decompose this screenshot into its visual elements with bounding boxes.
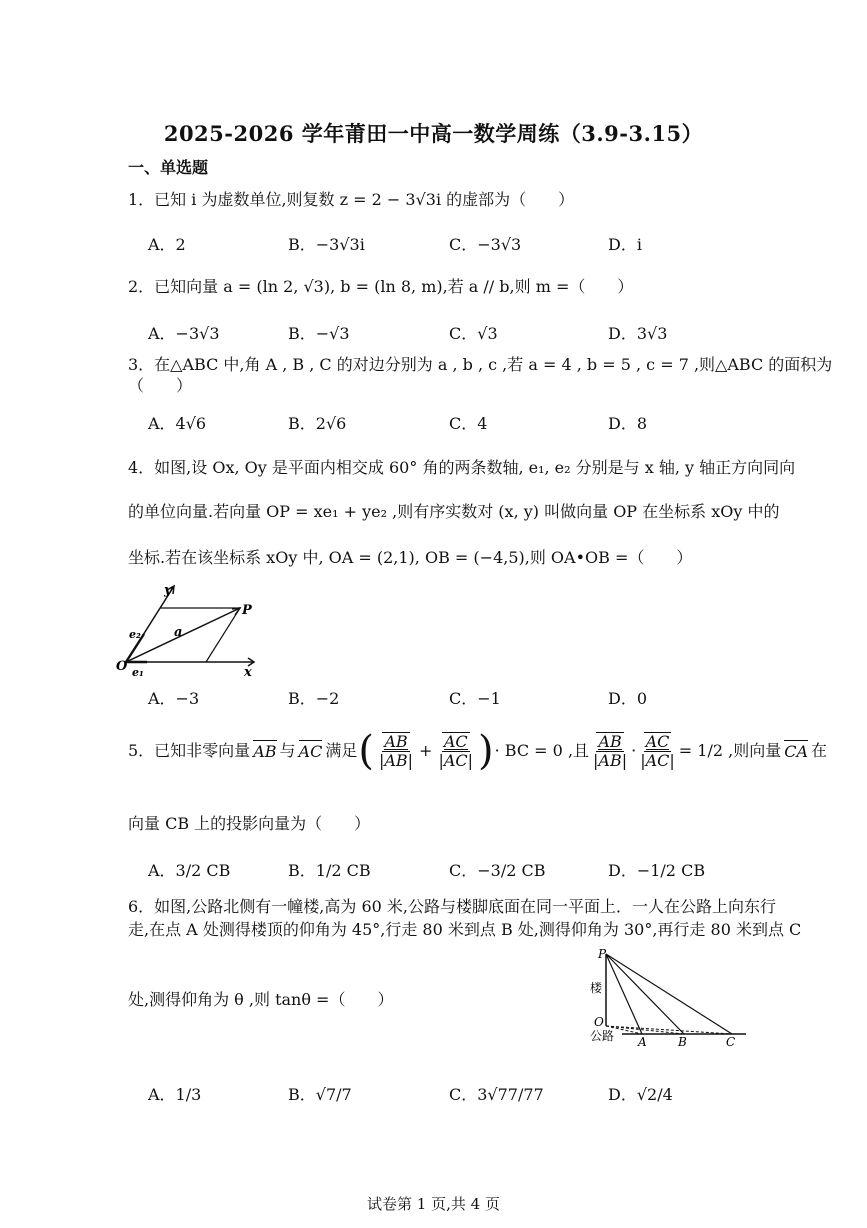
question-4-line-2: 的单位向量.若向量 OP = xe₁ + ye₂ ,则有序实数对 (x, y) 叫做向量 OP 在坐标系 xOy 中的 [128,502,780,521]
building-elevation-figure [586,944,756,1048]
q5-and: 与 [279,740,296,760]
q5-frac-ab-2: $\frac{AB}{|AB|}$ [593,732,628,770]
q1-option-a: A．2 [148,235,186,254]
q4-option-a: A．−3 [148,689,200,708]
line-oc [606,1026,732,1034]
q5-option-d: D．−1/2 CB [608,861,706,880]
label-y: y [164,583,172,598]
q3-option-a: A．4√6 [148,414,207,433]
q5-vector-ca: CA [784,741,809,761]
q5-option-c: C．−3/2 CB [449,861,546,880]
q5-vector-ac: AC [298,741,323,761]
label-road: 公路 [590,1029,615,1043]
label-o-foot: O [594,1015,604,1029]
q4-option-c: C．−1 [449,689,501,708]
q1-option-c: C．−3√3 [449,235,522,254]
page-title: 2025-2026 学年莆田一中高一数学周练（3.9-3.15） [163,121,704,146]
q5-frac-ab: $\frac{AB}{|AB|}$ [378,732,414,770]
label-building: 楼 [590,981,603,995]
label-point-a: A [638,1035,647,1048]
q5-right-paren: ) [478,727,494,774]
line-pb [606,954,684,1034]
q2-option-b: B．−√3 [288,324,350,343]
q6-option-c: C．3√77/77 [449,1085,544,1104]
question-3-bracket: （ ） [128,376,193,395]
q3-option-c: C．4 [449,414,488,433]
q5-eq2: = 1/2 ,则向量 [678,740,782,760]
question-2-text: 2．已知向量 a = (ln 2, √3), b = (ln 8, m),若 a // b,则 m =（ ） [128,277,634,296]
label-e2: e₂ [129,628,141,641]
oblique-coordinate-figure [114,580,264,680]
question-4-line-3: 坐标.若在该坐标系 xOy 中, OA = (2,1), OB = (−4,5),则 OA•OB =（ ） [128,548,693,567]
q5-frac-ac: $\frac{AC}{|AC|}$ [438,732,474,770]
label-a: a [174,625,183,640]
q3-option-b: B．2√6 [288,414,347,433]
question-5-line-2: 向量 CB 上的投影向量为（ ） [128,814,371,833]
question-3-text: 3．在△ABC 中,角 A , B , C 的对边分别为 a , b , c ,若 a = 4 , b = 5 , c = 7 ,则△ABC 的面积为 [128,355,833,374]
q5-frac-ac-2: $\frac{AC}{|AC|}$ [640,732,675,770]
label-x: x [244,665,252,680]
q5-eq1: · BC = 0 ,且 [494,740,590,760]
question-1-text: 1．已知 i 为虚数单位,则复数 z = 2 − 3√3i 的虚部为（ ） [128,190,575,209]
q5-at: 在 [811,740,828,760]
q3-option-d: D．8 [608,414,648,433]
q1-option-b: B．−3√3i [288,235,365,254]
question-6-line-1: 6．如图,公路北侧有一幢楼,高为 60 米,公路与楼脚底面在同一平面上．一人在公路上向东行 [128,897,776,916]
label-o: O [116,659,128,674]
q5-left-paren: ( [358,727,374,774]
q6-option-a: A．1/3 [148,1085,202,1104]
q5-option-b: B．1/2 CB [288,861,371,880]
q6-option-b: B．√7/7 [288,1085,352,1104]
question-6-line-2: 走,在点 A 处测得楼顶的仰角为 45°,行走 80 米到点 B 处,测得仰角为 30°,再行走 80 米到点 C [128,920,802,939]
line-pc [606,954,732,1034]
q4-option-b: B．−2 [288,689,340,708]
page-footer: 试卷第 1 页,共 4 页 [367,1195,500,1213]
question-5-line-1: 5．已知非零向量 AB 与 AC 满足 ( $\frac{AB}{|AB|}$ + $\frac{AC}{|AC|}$ ) · BC = 0 ,且 $\frac{AB}{|AB|}$ · $\frac{AC}{|AC|}$ = 1/2 ,则向量 CA 在 [128,727,828,774]
section-heading: 一、单选题 [128,158,209,177]
label-e1: e₁ [132,666,144,679]
question-6-line-3: 处,测得仰角为 θ ,则 tanθ =（ ） [128,990,394,1009]
q5-option-a: A．3/2 CB [148,861,231,880]
q5-vector-ab: AB [253,741,277,761]
q1-option-d: D．i [608,235,642,254]
q2-option-d: D．3√3 [608,324,668,343]
q6-option-d: D．√2/4 [608,1085,673,1104]
label-p: P [242,603,252,618]
q2-option-a: A．−3√3 [148,324,220,343]
label-p-top: P [598,947,607,961]
q2-option-c: C．√3 [449,324,498,343]
question-4-line-1: 4．如图,设 Ox, Oy 是平面内相交成 60° 角的两条数轴, e₁, e₂ 分别是与 x 轴, y 轴正方向同向 [128,458,796,477]
label-point-b: B [678,1035,687,1048]
q4-option-d: D．0 [608,689,648,708]
label-point-c: C [726,1035,736,1048]
q5-lead: 5．已知非零向量 [128,740,251,760]
q5-satisfy: 满足 [325,740,358,760]
